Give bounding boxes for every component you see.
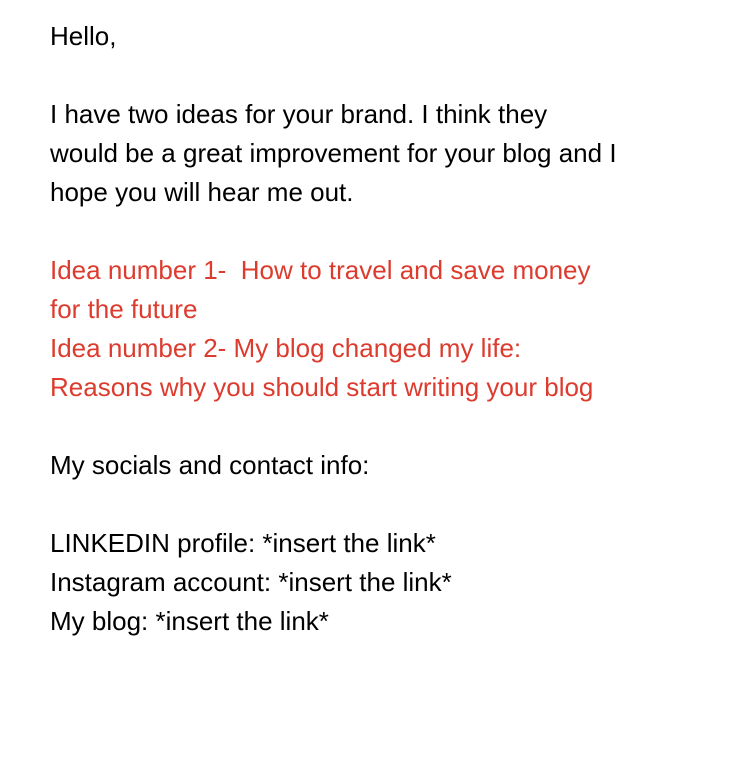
spacer	[50, 212, 710, 251]
idea-2-line: Idea number 2- My blog changed my life:	[50, 333, 522, 363]
contact-list	[50, 524, 710, 641]
email-document	[50, 17, 710, 641]
idea-1-line: for the future	[50, 294, 198, 324]
blog-contact: My blog: *insert the link*	[50, 606, 329, 636]
spacer	[50, 56, 710, 95]
linkedin-contact: LINKEDIN profile: *insert the link*	[50, 528, 436, 558]
idea-2-line: Reasons why you should start writing your blog	[50, 372, 594, 402]
ideas-list	[50, 251, 710, 407]
greeting: Hello,	[50, 21, 117, 51]
intro-line: would be a great improvement for your blog and I	[50, 138, 617, 168]
instagram-contact: Instagram account: *insert the link*	[50, 567, 452, 597]
intro-line: hope you will hear me out.	[50, 177, 354, 207]
intro-paragraph	[50, 95, 710, 212]
intro-line: I have two ideas for your brand. I think they	[50, 99, 548, 129]
socials-heading: My socials and contact info:	[50, 450, 370, 480]
spacer	[50, 407, 710, 446]
idea-1-line: Idea number 1- How to travel and save money	[50, 255, 591, 285]
spacer	[50, 485, 710, 524]
